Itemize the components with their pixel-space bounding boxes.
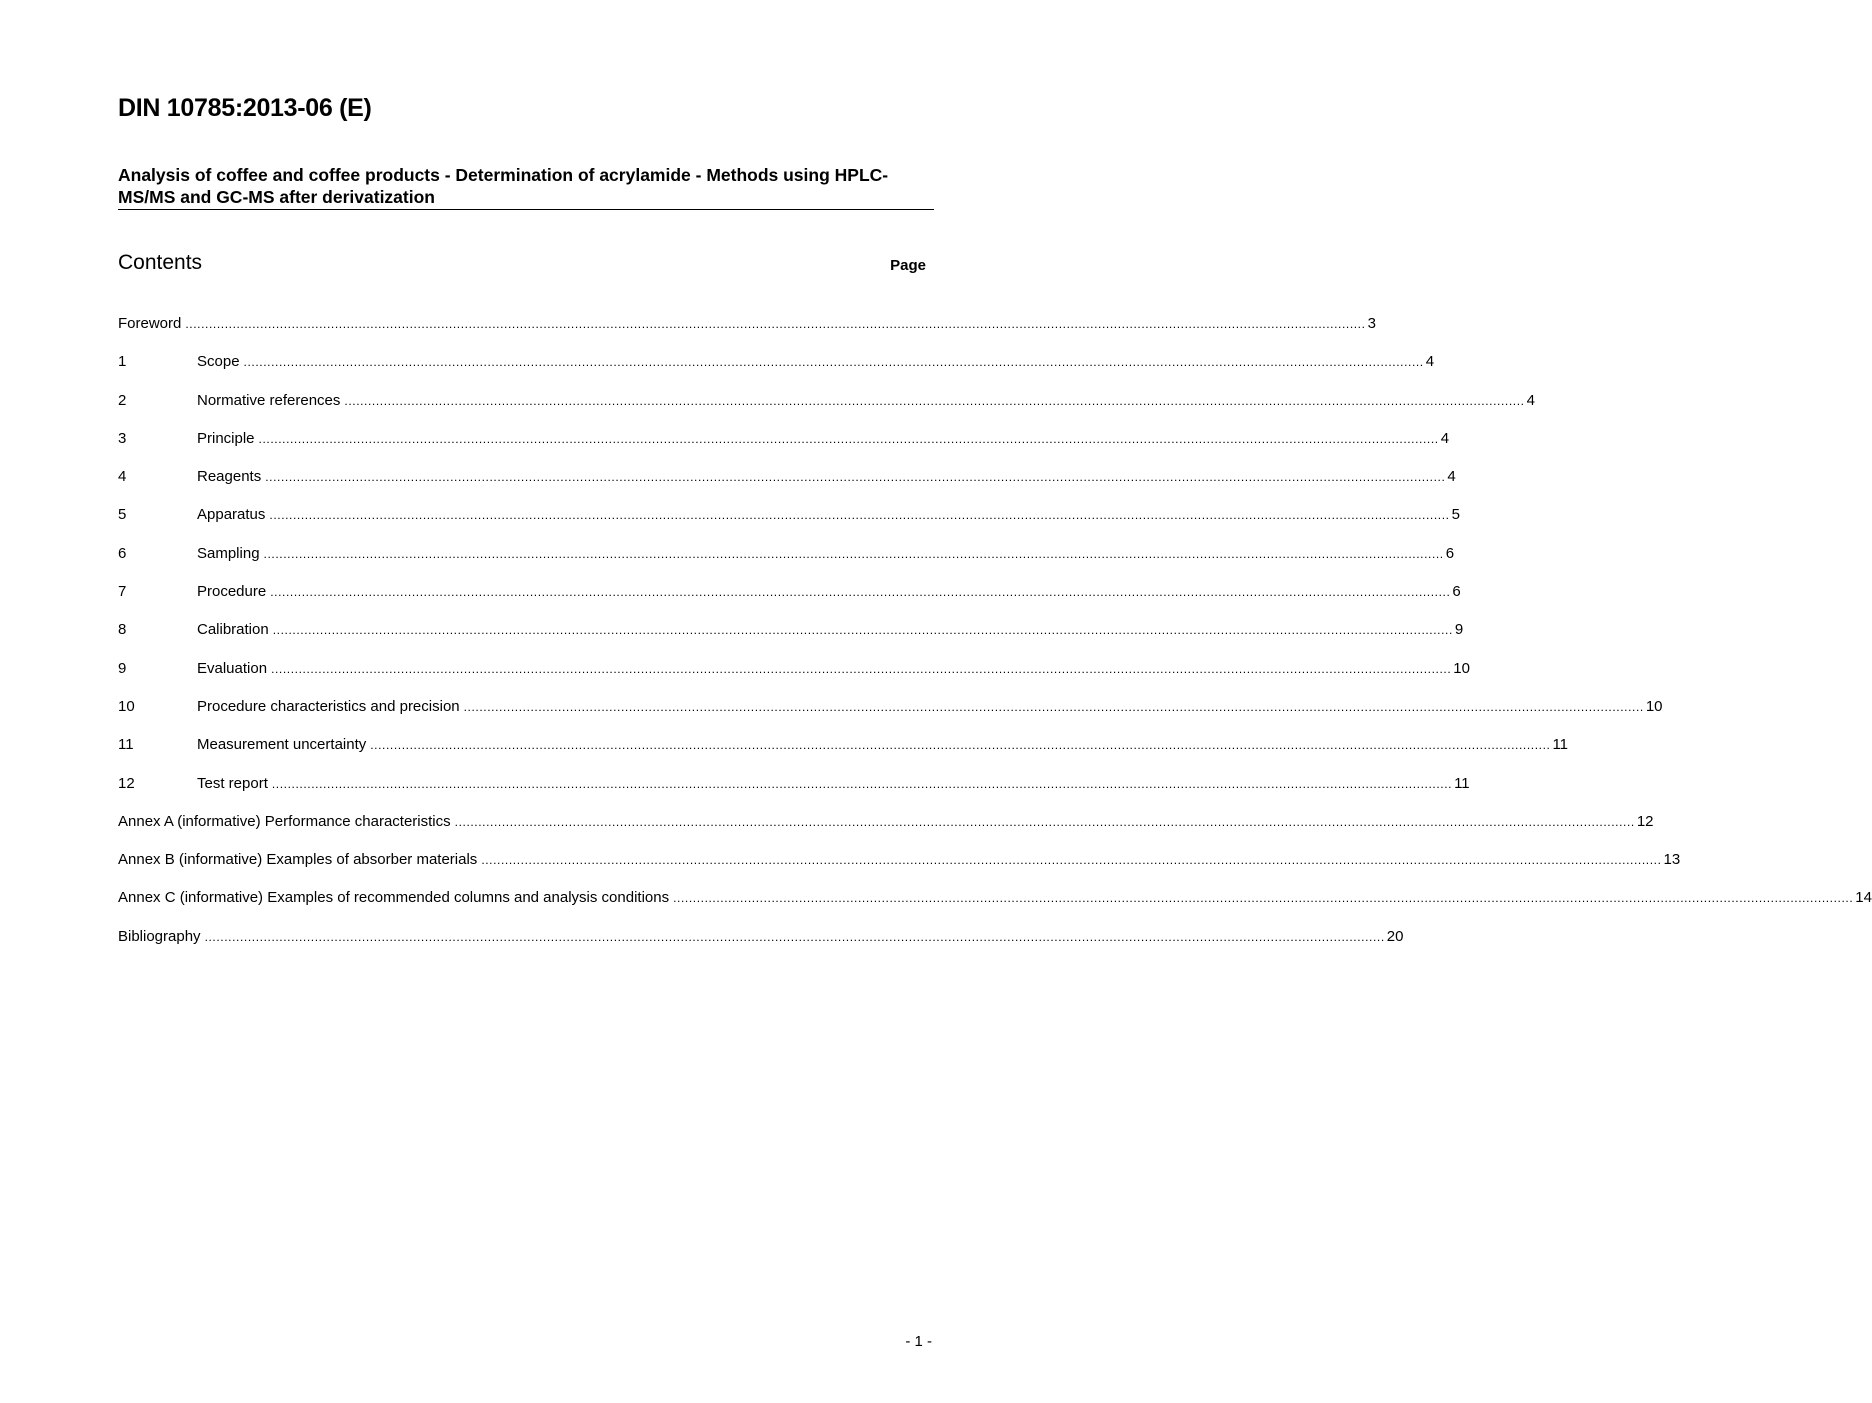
toc-entry-number: 1	[118, 353, 127, 371]
toc-entry-page: 10	[1453, 659, 1470, 677]
toc-leader-dots: ............................................................................................................................................................................................................................................................................................................	[481, 853, 1662, 868]
toc-entry-title: Apparatus	[197, 506, 269, 523]
toc-entry-page: 6	[1445, 544, 1455, 562]
toc-leader-dots: ............................................................................................................................................................................................................................................................................................................	[272, 623, 1453, 638]
toc-entry-title: Test report	[197, 775, 272, 792]
toc-entry-number: 7	[118, 583, 127, 601]
toc-entry[interactable]	[118, 697, 1663, 736]
page-number: - 1 -	[905, 1333, 932, 1350]
contents-heading: Contents	[118, 251, 203, 274]
toc-entry-page: 11	[1454, 774, 1470, 792]
toc-entry-title: Annex A (informative) Performance characteristics	[118, 813, 455, 830]
toc-leader-dots: ............................................................................................................................................................................................................................................................................................................	[673, 891, 1854, 906]
toc-entry-number: 3	[118, 429, 127, 447]
toc-entry[interactable]	[118, 315, 1376, 353]
toc-entry[interactable]	[118, 468, 1456, 506]
toc-entry[interactable]	[118, 736, 1569, 774]
toc-entry-number: 11	[118, 736, 134, 754]
toc-leader-dots: ............................................................................................................................................................................................................................................................................................................	[271, 776, 1453, 791]
toc-entry-title: Principle	[197, 430, 259, 447]
toc-entry-page: 9	[1454, 621, 1464, 639]
toc-entry-title: Calibration	[197, 621, 273, 638]
toc-entry-page: 12	[1636, 812, 1654, 830]
toc-entry-title: Scope	[197, 353, 244, 370]
toc-leader-dots: ............................................................................................................................................................................................................................................................................................................	[263, 546, 1444, 561]
toc-entry-title: Reagents	[197, 468, 265, 485]
toc-entry-title: Normative references	[197, 392, 344, 409]
toc-entry-title: Annex C (informative) Examples of recommended columns and analysis conditions	[118, 889, 673, 906]
toc-leader-dots: ............................................................................................................................................................................................................................................................................................................	[454, 814, 1635, 829]
toc-entry[interactable]	[118, 583, 1461, 621]
toc-entry-page: 4	[1440, 429, 1450, 447]
toc-entry-title: Procedure	[197, 583, 270, 600]
toc-entry-title: Procedure characteristics and precision	[197, 698, 464, 715]
toc-entry[interactable]	[118, 429, 1450, 468]
toc-entry[interactable]	[118, 927, 1404, 966]
toc-entry-title: Foreword	[118, 315, 185, 332]
toc-entry-number: 10	[118, 697, 135, 715]
toc-entry-page: 14	[1855, 889, 1872, 907]
toc-entry-page: 6	[1452, 583, 1461, 601]
toc-entry[interactable]	[118, 889, 1872, 927]
toc-leader-dots: ............................................................................................................................................................................................................................................................................................................	[271, 661, 1452, 676]
toc-entry-page: 4	[1526, 391, 1535, 409]
toc-entry[interactable]	[118, 774, 1470, 813]
toc-entry-number: 9	[118, 659, 127, 677]
toc-leader-dots: ............................................................................................................................................................................................................................................................................................................	[344, 393, 1525, 408]
toc-leader-dots: ............................................................................................................................................................................................................................................................................................................	[270, 585, 1451, 600]
toc-entry-page: 4	[1425, 353, 1435, 371]
toc-entry-page: 13	[1663, 851, 1681, 869]
toc-leader-dots: ............................................................................................................................................................................................................................................................................................................	[463, 699, 1644, 714]
toc-entry-page: 4	[1447, 468, 1456, 486]
page-column-heading: Page	[890, 257, 926, 274]
toc-entry-number: 8	[118, 621, 127, 639]
toc-entry[interactable]	[118, 353, 1435, 391]
toc-entry-page: 10	[1645, 697, 1663, 715]
toc-entry-number: 6	[118, 544, 127, 562]
toc-leader-dots: ............................................................................................................................................................................................................................................................................................................	[258, 431, 1439, 446]
toc-entry-page: 11	[1552, 736, 1569, 754]
toc-entry-number: 2	[118, 391, 127, 409]
toc-entry-page: 20	[1386, 927, 1404, 945]
toc-leader-dots: ............................................................................................................................................................................................................................................................................................................	[185, 317, 1366, 331]
table-of-contents	[118, 315, 1872, 966]
toc-entry-number: 12	[118, 774, 135, 792]
toc-entry-page: 3	[1367, 315, 1376, 332]
toc-leader-dots: ............................................................................................................................................................................................................................................................................................................	[269, 508, 1450, 523]
toc-entry[interactable]	[118, 812, 1654, 851]
toc-leader-dots: ............................................................................................................................................................................................................................................................................................................	[265, 470, 1446, 485]
toc-entry-number: 4	[118, 468, 127, 486]
toc-entry-page: 5	[1451, 506, 1460, 524]
toc-entry-title: Bibliography	[118, 928, 205, 945]
toc-entry-title: Sampling	[197, 545, 264, 562]
toc-entry[interactable]	[118, 659, 1470, 698]
toc-leader-dots: ............................................................................................................................................................................................................................................................................................................	[370, 738, 1551, 753]
toc-leader-dots: ............................................................................................................................................................................................................................................................................................................	[243, 355, 1424, 370]
toc-entry[interactable]	[118, 544, 1455, 583]
toc-entry[interactable]	[118, 506, 1460, 544]
document-id: DIN 10785:2013-06 (E)	[118, 94, 372, 122]
document-title: Analysis of coffee and coffee products - Determination of acrylamide - Methods using HPLC-MS/MS and GC-MS after derivatization	[118, 164, 934, 210]
toc-entry-title: Measurement uncertainty	[197, 736, 370, 753]
toc-entry[interactable]	[118, 621, 1464, 659]
toc-entry-title: Evaluation	[197, 660, 271, 677]
toc-entry-title: Annex B (informative) Examples of absorber materials	[118, 851, 481, 868]
toc-leader-dots: ............................................................................................................................................................................................................................................................................................................	[204, 929, 1385, 944]
toc-entry[interactable]	[118, 851, 1681, 889]
toc-entry[interactable]	[118, 391, 1535, 430]
toc-entry-number: 5	[118, 506, 127, 524]
